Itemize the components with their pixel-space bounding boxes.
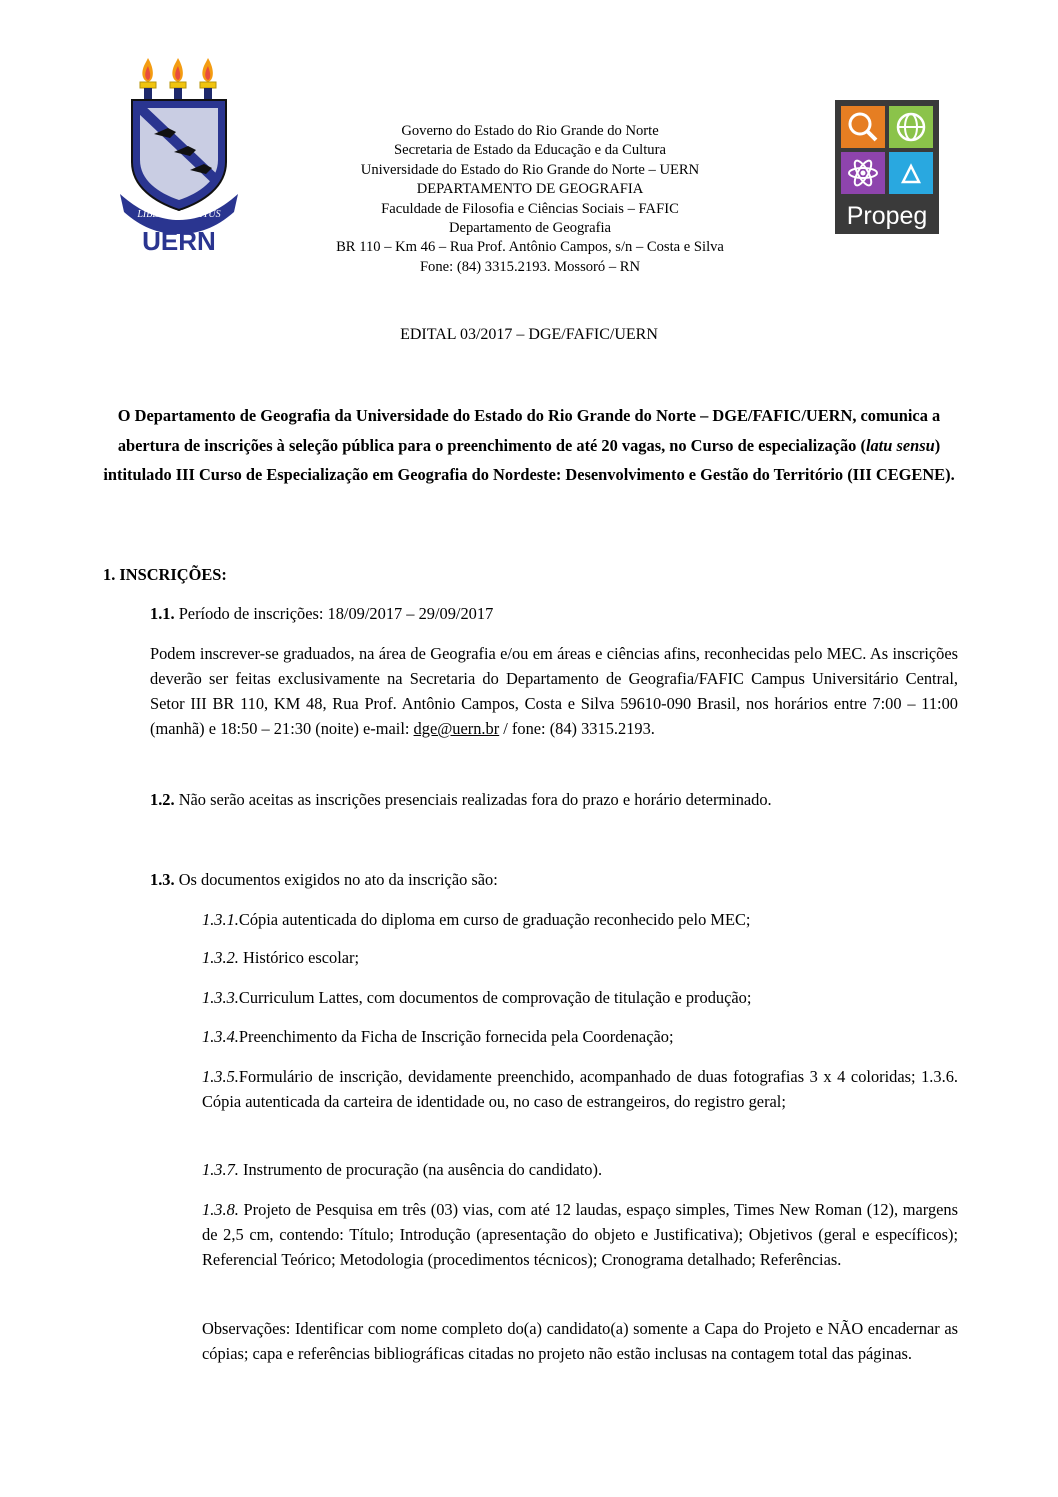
- doc-text: Instrumento de procuração (na ausência do candidato).: [238, 1160, 603, 1179]
- doc-item: [202, 907, 958, 932]
- doc-label: 1.3.1.: [202, 910, 239, 929]
- propeg-label: Propeg: [846, 202, 928, 230]
- logo-motto: LIBER VI SPIRITUS: [137, 209, 221, 220]
- magnifier-tile: [841, 106, 885, 148]
- doc-label: 1.3.5.: [202, 1067, 239, 1086]
- doc-text: Formulário de inscrição, devidamente preenchido, acompanhado de duas fotografias 3 x 4 coloridas; 1.3.6. Cópia autenticada da carteira de identidade ou, no caso de estrangeiros, do registro geral;: [202, 1067, 958, 1111]
- torch-icon: [140, 58, 156, 100]
- item-1-3: [150, 867, 960, 892]
- header-line: Departamento de Geografia: [448, 220, 612, 237]
- header-line: Universidade do Estado do Rio Grande do Norte – UERN: [360, 161, 700, 178]
- institution-header: [250, 122, 810, 277]
- shield-icon: [132, 100, 226, 210]
- doc-label: 1.3.3.: [202, 988, 239, 1007]
- item-text: Período de inscrições: 18/09/2017 – 29/09/2017: [174, 604, 494, 623]
- item-text: Os documentos exigidos no ato da inscrição são:: [174, 870, 498, 889]
- intro-text: ) intitulado III Curso de Especialização em Geografia do Nordeste: Desenvolvimento e Gestão do Território (III CEGENE).: [103, 435, 955, 485]
- doc-item: [202, 945, 958, 970]
- item-label: 1.1.: [150, 604, 175, 623]
- inscricoes-paragraph: [150, 641, 958, 741]
- intro-italic: latu sensu: [865, 435, 935, 455]
- intro-paragraph: [95, 401, 963, 490]
- torch-icon: [170, 58, 186, 100]
- item-1-1: [150, 601, 960, 626]
- doc-label: 1.3.7.: [202, 1160, 239, 1179]
- edital-title: EDITAL 03/2017 – DGE/FAFIC/UERN: [400, 326, 658, 343]
- doc-item: [202, 1064, 958, 1114]
- logo-text: UERN: [142, 226, 216, 252]
- header-line: BR 110 – Km 46 – Rua Prof. Antônio Campos, s/n – Costa e Silva: [336, 239, 724, 256]
- header-line: Faculdade de Filosofia e Ciências Sociais – FAFIC: [381, 200, 679, 217]
- item-label: 1.3.: [150, 870, 175, 889]
- phone-text: / fone: (84) 3315.2193.: [499, 719, 655, 738]
- header-line: Fone: (84) 3315.2193. Mossoró – RN: [419, 258, 641, 275]
- doc-text: Cópia autenticada do diploma em curso de graduação reconhecido pelo MEC;: [238, 910, 751, 929]
- doc-item: [202, 1197, 958, 1272]
- uern-logo: [118, 52, 240, 252]
- header-line: Secretaria de Estado da Educação e da Cultura: [394, 142, 666, 159]
- doc-label: 1.3.4.: [202, 1027, 239, 1046]
- propeg-logo: [835, 100, 939, 234]
- header-line: DEPARTAMENTO DE GEOGRAFIA: [416, 181, 644, 198]
- doc-label: 1.3.2.: [202, 948, 239, 967]
- doc-text: Curriculum Lattes, com documentos de comprovação de titulação e produção;: [238, 988, 752, 1007]
- doc-item: [202, 1024, 958, 1049]
- item-label: 1.2.: [150, 790, 175, 809]
- observacoes: Observações: Identificar com nome completo do(a) candidato(a) somente a Capa do Projeto e NÃO encadernar as cópias; capa e referências bibliográficas citadas no projeto não estão inclusas na contagem total das páginas.: [202, 1319, 958, 1363]
- paragraph-text: Podem inscrever-se graduados, na área de Geografia e/ou em áreas e ciências afins, reconhecidas pelo MEC. As inscrições deverão ser feitas exclusivamente na Secretaria do Departamento de Geografia/FAFIC Campus Universitário Central, Setor III BR 110, KM 48, Rua Prof. Antônio Campos, Costa e Silva 59610-090 Brasil, nos horários entre 7:00 – 11:00 (manhã) e 18:50 – 21:30 (noite) e-mail:: [150, 644, 958, 738]
- doc-item: [202, 1157, 958, 1182]
- recycle-tile: [889, 152, 933, 194]
- doc-item: [202, 985, 958, 1010]
- doc-text: Histórico escolar;: [238, 948, 360, 967]
- email-link[interactable]: dge@uern.br: [413, 719, 500, 738]
- doc-text: Preenchimento da Ficha de Inscrição fornecida pela Coordenação;: [238, 1027, 674, 1046]
- doc-label: 1.3.8.: [202, 1200, 239, 1219]
- item-text: Não serão aceitas as inscrições presenciais realizadas fora do prazo e horário determinado.: [174, 790, 772, 809]
- intro-text: O Departamento de Geografia da Universidade do Estado do Rio Grande do Norte – DGE/FAFIC/UERN, comunica a abertura de inscrições à seleção pública para o preenchimento de até 20 vagas, no Curso de especialização (: [117, 406, 941, 455]
- torch-icon: [200, 58, 216, 100]
- header-line: Governo do Estado do Rio Grande do Norte: [401, 123, 659, 139]
- section-heading: 1. INSCRIÇÕES:: [103, 565, 227, 584]
- item-1-2: [150, 787, 960, 812]
- doc-text: Projeto de Pesquisa em três (03) vias, com até 12 laudas, espaço simples, Times New Roman (12), margens de 2,5 cm, contendo: Título; Introdução (apresentação do objeto e Justificativa); Objetivos (geral e específicos); Referencial Teórico; Metodologia (procedimentos técnicos); Cronograma detalhado; Referências.: [202, 1200, 958, 1269]
